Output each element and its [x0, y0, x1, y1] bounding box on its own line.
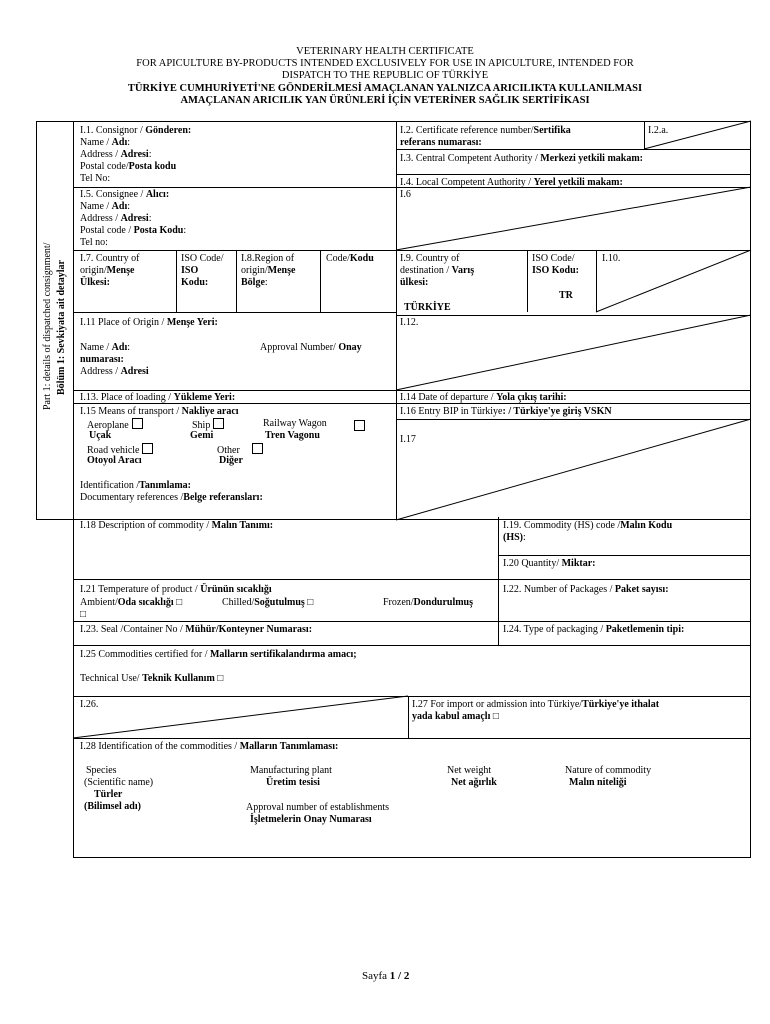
- divider: [73, 621, 751, 622]
- i14-label: I.14 Date of departure / Yola çıkış tarihi:: [400, 392, 567, 403]
- i27-l1: I.27 For import or admission into Türkiye/Türkiye'ye ithalat: [412, 699, 660, 710]
- i9-l3: ülkesi:: [400, 277, 429, 288]
- page-number: Sayfa 1 / 2: [362, 970, 410, 982]
- part2-frame: [73, 517, 751, 858]
- divider: [73, 312, 396, 313]
- i23-label: I.23. Seal /Container No / Mühür/Konteyner Numarası:: [80, 624, 313, 635]
- i28-nature: Nature of commodity: [565, 765, 652, 776]
- i7-iso-l3: Kodu:: [181, 277, 209, 288]
- road-option[interactable]: Road vehicle: [87, 443, 153, 457]
- road-tr: Otoyol Aracı: [87, 455, 142, 466]
- i19-label-tr: (HS):: [503, 532, 526, 543]
- i9-value: TÜRKİYE: [404, 302, 451, 313]
- i28-weight-tr: Net ağırlık: [451, 777, 497, 788]
- title-tr-1: TÜRKİYE CUMHURİYETİ'NE GÖNDERİLMESİ AMAÇLANAN YALNIZCA ARICILIKTA KULLANILMASI: [127, 83, 643, 94]
- divider: [73, 645, 751, 646]
- i2-label-tr: referans numarası:: [400, 137, 482, 148]
- i2a-label: I.2.a.: [648, 125, 669, 136]
- divider: [73, 403, 751, 404]
- i5-name: Name / Adı:: [80, 201, 130, 212]
- i17-diagonal: [396, 419, 751, 520]
- aeroplane-checkbox[interactable]: [132, 418, 143, 429]
- title-en-2: FOR APICULTURE BY-PRODUCTS INTENDED EXCLUSIVELY FOR USE IN APICULTURE, INTENDED FOR: [136, 58, 634, 69]
- divider: [498, 517, 499, 621]
- i7-iso-l1: ISO Code/: [181, 253, 224, 264]
- ship-tr: Gemi: [190, 430, 214, 441]
- i5-address: Address / Adresi:: [80, 213, 152, 224]
- side-part-label: Part 1: details of dispatched consignment/: [42, 242, 53, 410]
- i1-postal: Postal code/Posta kodu: [80, 161, 177, 172]
- divider: [527, 250, 528, 312]
- divider: [408, 696, 409, 738]
- i27-l2[interactable]: yada kabul amaçlı □: [412, 711, 499, 722]
- rail-tr: Tren Vagonu: [265, 430, 320, 441]
- aeroplane-tr: Uçak: [89, 430, 112, 441]
- i4-label: I.4. Local Competent Authority / Yerel yetkili makam:: [400, 177, 623, 188]
- i28-plant: Manufacturing plant: [250, 765, 332, 776]
- i9-iso-l2: ISO Kodu:: [532, 265, 579, 276]
- ship-option[interactable]: Ship: [192, 418, 224, 432]
- divider: [396, 149, 751, 150]
- i17-label: I.17: [400, 434, 416, 445]
- i7-l2: origin/Menşe: [80, 265, 135, 276]
- i11-label: I.11 Place of Origin / Menşe Yeri:: [80, 317, 218, 328]
- other-option[interactable]: Other: [217, 443, 263, 457]
- i5-label: I.5. Consignee / Alıcı:: [80, 189, 170, 200]
- chilled-option[interactable]: Chilled/Soğutulmuş □: [222, 597, 314, 608]
- i9-iso-value: TR: [559, 290, 573, 301]
- i7-iso-l2: ISO: [181, 265, 199, 276]
- i28-sci: (Scientific name): [84, 777, 154, 788]
- i28-label: I.28 Identification of the commodities / Malların Tanımlaması:: [80, 741, 339, 752]
- other-tr: Diğer: [219, 455, 243, 466]
- divider: [396, 174, 751, 175]
- i2a-diagonal: [644, 121, 751, 149]
- other-checkbox[interactable]: [252, 443, 263, 454]
- title-en-1: VETERINARY HEALTH CERTIFICATE: [296, 46, 474, 57]
- ship-checkbox[interactable]: [213, 418, 224, 429]
- i12-diagonal: [396, 315, 751, 390]
- title-tr-2: AMAÇLANAN ARICILIK YAN ÜRÜNLERİ İÇİN VETERİNER SAĞLIK SERTİFİKASI: [180, 95, 590, 106]
- i19-label: I.19. Commodity (HS) code /Malın Kodu: [503, 520, 673, 531]
- i15-docref: Documentary references /Belge referansları:: [80, 492, 263, 503]
- i1-address: Address / Adresi:: [80, 149, 152, 160]
- i28-sci-tr: (Bilimsel adı): [84, 801, 141, 812]
- i26-diagonal: [73, 696, 408, 738]
- divider: [498, 555, 751, 556]
- i18-label: I.18 Description of commodity / Malın Tanımı:: [80, 520, 274, 531]
- i10-diagonal: [596, 250, 751, 312]
- i15-ident: Identification /Tanımlama:: [80, 480, 192, 491]
- i28-approval-tr: İşletmelerin Onay Numarası: [250, 814, 372, 825]
- i11-name: Name / Adı:: [80, 342, 130, 353]
- i20-label: I.20 Quantity/ Miktar:: [503, 558, 596, 569]
- side-bolum-label: Bölüm 1: Sevkiyata ait detaylar: [56, 260, 67, 395]
- i28-plant-tr: Üretim tesisi: [266, 777, 320, 788]
- frozen-option[interactable]: Frozen/Dondurulmuş: [383, 597, 474, 608]
- divider: [73, 579, 751, 580]
- i1-label: I.1. Consignor / Gönderen:: [80, 125, 192, 136]
- i9-iso-l1: ISO Code/: [532, 253, 575, 264]
- rail-option[interactable]: Railway Wagon: [263, 418, 327, 429]
- i28-species-tr: Türler: [94, 789, 123, 800]
- i11-address: Address / Adresi: [80, 366, 149, 377]
- i12-label: I.12.: [400, 317, 419, 328]
- i8-l1: I.8.Region of: [241, 253, 295, 264]
- divider: [498, 621, 499, 645]
- divider: [176, 250, 177, 312]
- title-en-3: DISPATCH TO THE REPUBLIC OF TÜRKİYE: [281, 70, 489, 81]
- i21-label: I.21 Temperature of product / Ürünün sıcaklığı: [80, 584, 272, 595]
- i11-approval: Approval Number/ Onay: [260, 342, 362, 353]
- i9-l1: I.9. Country of: [400, 253, 460, 264]
- i8-l3: Bölge:: [241, 277, 268, 288]
- i16-label: I.16 Entry BIP in Türkiye: / Türkiye'ye giriş VSKN: [400, 406, 612, 417]
- road-checkbox[interactable]: [142, 443, 153, 454]
- i3-label: I.3. Central Competent Authority / Merkezi yetkili makam:: [400, 153, 644, 164]
- i15-label: I.15 Means of transport / Nakliye aracı: [80, 406, 239, 417]
- i22-label: I.22. Number of Packages / Paket sayısı:: [503, 584, 669, 595]
- i8-l2: origin/Menşe: [241, 265, 296, 276]
- i1-tel: Tel No:: [80, 173, 111, 184]
- aeroplane-option[interactable]: Aeroplane: [87, 418, 143, 432]
- i28-approval: Approval number of establishments: [246, 802, 390, 813]
- i25-label: I.25 Commodities certified for / Malların sertifikalandırma amacı;: [80, 649, 357, 660]
- i28-species: Species: [86, 765, 117, 776]
- frozen-checkbox[interactable]: □: [80, 609, 87, 620]
- i24-label: I.24. Type of packaging / Paketlemenin tipi:: [503, 624, 685, 635]
- i6-diagonal: [396, 187, 751, 250]
- divider: [73, 738, 751, 739]
- i11-approval-tr: numarası:: [80, 354, 124, 365]
- divider: [236, 250, 237, 312]
- i6-label: I.6: [400, 189, 411, 200]
- i28-weight: Net weight: [447, 765, 492, 776]
- i7-l1: I.7. Country of: [80, 253, 140, 264]
- ambient-option[interactable]: Ambient/Oda sıcaklığı □: [80, 597, 183, 608]
- divider: [73, 390, 751, 391]
- i1-name: Name / Adı:: [80, 137, 130, 148]
- i5-tel: Tel no:: [80, 237, 108, 248]
- i9-l2: destination / Varış: [400, 265, 475, 276]
- i7-l3: Ülkesi:: [80, 277, 110, 288]
- i13-label: I.13. Place of loading / Yükleme Yeri:: [80, 392, 236, 403]
- i26-label: I.26.: [80, 699, 99, 710]
- i8-code: Code/Kodu: [326, 253, 374, 264]
- i2-label: I.2. Certificate reference number/Sertifika: [400, 125, 571, 136]
- i28-nature-tr: Malın niteliği: [569, 777, 627, 788]
- divider: [320, 250, 321, 312]
- rail-checkbox[interactable]: [354, 420, 365, 431]
- technical-use-option[interactable]: Technical Use/ Teknik Kullanım □: [80, 673, 224, 684]
- i5-postal: Postal code / Posta Kodu:: [80, 225, 187, 236]
- i10-label: I.10.: [602, 253, 621, 264]
